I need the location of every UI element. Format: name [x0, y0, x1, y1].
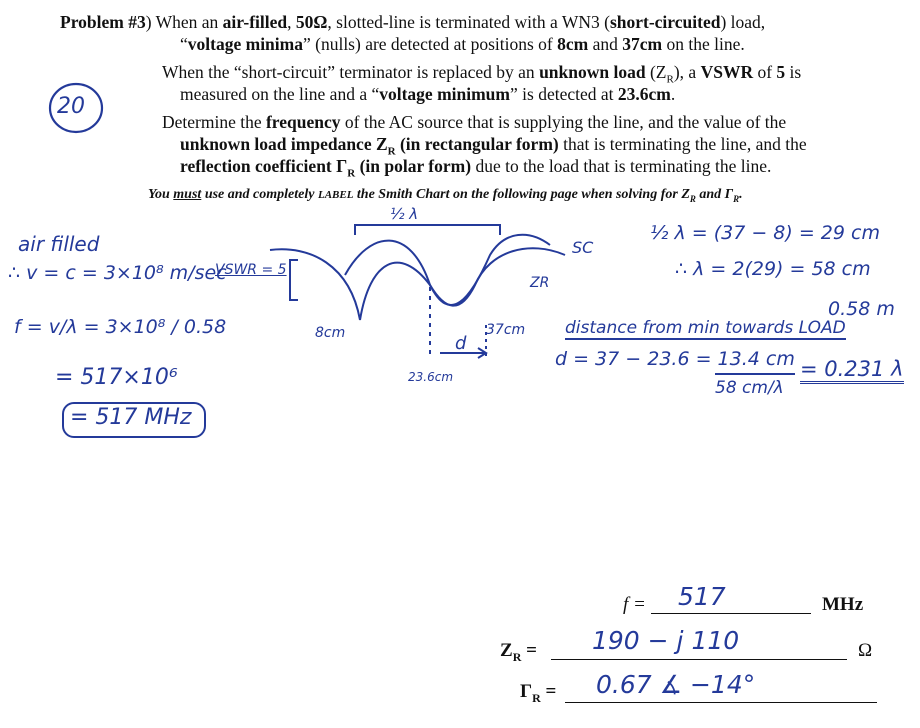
hw-min-8: 8cm	[315, 325, 346, 341]
problem-line-7	[180, 155, 900, 185]
answer-zr-line	[551, 659, 847, 660]
problem-line-2	[180, 33, 900, 55]
answer-gr-line	[565, 702, 877, 703]
hw-distance-label: distance from min towards LOAD	[565, 318, 846, 338]
text: that is terminating the line, and the	[558, 134, 807, 154]
hw-half-lambda-eq: ½ λ = (37 − 8) = 29 cm	[650, 222, 880, 244]
standing-wave-sketch	[250, 205, 580, 395]
hw-min-23-6: 23.6cm	[408, 370, 454, 384]
text: is	[785, 62, 802, 82]
answer-f-value: 517	[678, 582, 726, 611]
wave-dotted	[345, 235, 550, 305]
text: use and completely	[201, 187, 318, 202]
text: R	[666, 73, 674, 86]
text: R	[733, 193, 740, 204]
text: unknown load	[539, 62, 646, 82]
text: the Smith Chart on the following page when solving for Z	[353, 187, 690, 202]
text: You	[148, 187, 174, 202]
hw-d-result: = 0.231 λ	[800, 357, 904, 384]
score-value: 20	[57, 94, 85, 119]
text: , slotted-line is terminated with a WN3 (	[327, 12, 610, 32]
text: 5	[776, 62, 786, 82]
text: (in rectangular form)	[395, 134, 559, 154]
hw-lambda-eq: ∴ λ = 2(29) = 58 cm	[675, 258, 871, 280]
text: Γ	[520, 681, 533, 702]
hw-air-filled: air filled	[18, 232, 100, 256]
vswr-bracket	[290, 260, 298, 300]
hw-lambda-m: 0.58 m	[828, 298, 895, 320]
text: R	[347, 167, 356, 180]
hw-sc-label: SC	[572, 238, 594, 257]
answer-gr-label	[520, 681, 556, 706]
hw-d-fraction-line	[715, 373, 795, 375]
answer-f-line	[651, 613, 811, 614]
text: ,	[287, 12, 296, 32]
text: R	[387, 145, 396, 158]
text: 50Ω	[295, 12, 328, 32]
text: must	[173, 187, 202, 202]
hw-velocity: ∴ v = c = 3×10⁸ m/sec	[8, 262, 227, 284]
text: on the line.	[662, 34, 745, 54]
answer-f-unit: MHz	[822, 594, 864, 615]
text: short-circuited	[609, 12, 721, 32]
answer-f-label: f =	[623, 594, 646, 615]
text: due to the load that is terminating the line.	[471, 156, 772, 176]
answer-zr-label	[500, 640, 537, 665]
text: and	[588, 34, 623, 54]
hw-d-label: d	[455, 333, 467, 354]
text: ” is detected at	[510, 84, 618, 104]
text: Z	[500, 640, 513, 661]
hw-vswr: VSWR = 5	[215, 262, 287, 278]
text: R	[512, 649, 522, 664]
answer-zr-unit: Ω	[858, 640, 873, 661]
hw-frequency-value: = 517×10⁶	[55, 365, 178, 390]
text: 8cm	[557, 34, 589, 54]
text: .	[739, 187, 743, 202]
text: measured on the line and a “	[180, 84, 380, 104]
text: ), a	[673, 62, 701, 82]
text: R	[689, 193, 696, 204]
text: of	[753, 62, 777, 82]
text: and Γ	[695, 187, 734, 202]
text: ) When an	[145, 12, 223, 32]
answer-gr-value: 0.67 ∡ −14°	[596, 670, 756, 699]
text: VSWR	[700, 62, 754, 82]
text: When the “short-circuit” terminator is replaced by an	[162, 62, 540, 82]
text: voltage minimum	[379, 84, 510, 104]
hw-zr-label: ZR	[530, 275, 550, 291]
answer-zr-value: 190 − j 110	[592, 626, 740, 655]
text: (in polar form)	[355, 156, 472, 176]
text: R	[532, 690, 541, 705]
text: 37cm	[622, 34, 663, 54]
hw-half-lambda: ½ λ	[390, 205, 419, 223]
problem-line-5	[162, 111, 902, 133]
hw-d-eq: d = 37 − 23.6 = 13.4 cm	[555, 348, 795, 370]
text: voltage minima	[187, 34, 303, 54]
text: ” (nulls) are detected at positions of	[302, 34, 558, 54]
instruction-line	[148, 187, 908, 204]
hw-min-37: 37cm	[486, 322, 526, 338]
text: .	[670, 84, 676, 104]
text: reflection coefficient Γ	[180, 156, 348, 176]
text: Determine the	[162, 112, 266, 132]
text: of the AC source that is supplying the line, and the value of the	[340, 112, 787, 132]
problem-label: Problem #3	[60, 12, 146, 32]
text: ) load,	[720, 12, 766, 32]
problem-line-1	[60, 11, 880, 33]
text: (Z	[645, 62, 667, 82]
problem-line-4	[180, 83, 900, 105]
text: =	[521, 640, 537, 661]
text: 23.6cm	[617, 84, 671, 104]
half-lambda-bracket	[355, 225, 500, 235]
text: “	[180, 34, 188, 54]
text: air-filled	[222, 12, 288, 32]
text: =	[540, 681, 557, 702]
text: LABEL	[317, 189, 354, 201]
hw-d-denominator: 58 cm/λ	[715, 378, 784, 398]
hw-frequency-boxed: = 517 MHz	[70, 405, 192, 430]
text: unknown load impedance Z	[180, 134, 388, 154]
text: frequency	[265, 112, 341, 132]
hw-frequency-eq: f = v/λ = 3×10⁸ / 0.58	[14, 316, 227, 338]
